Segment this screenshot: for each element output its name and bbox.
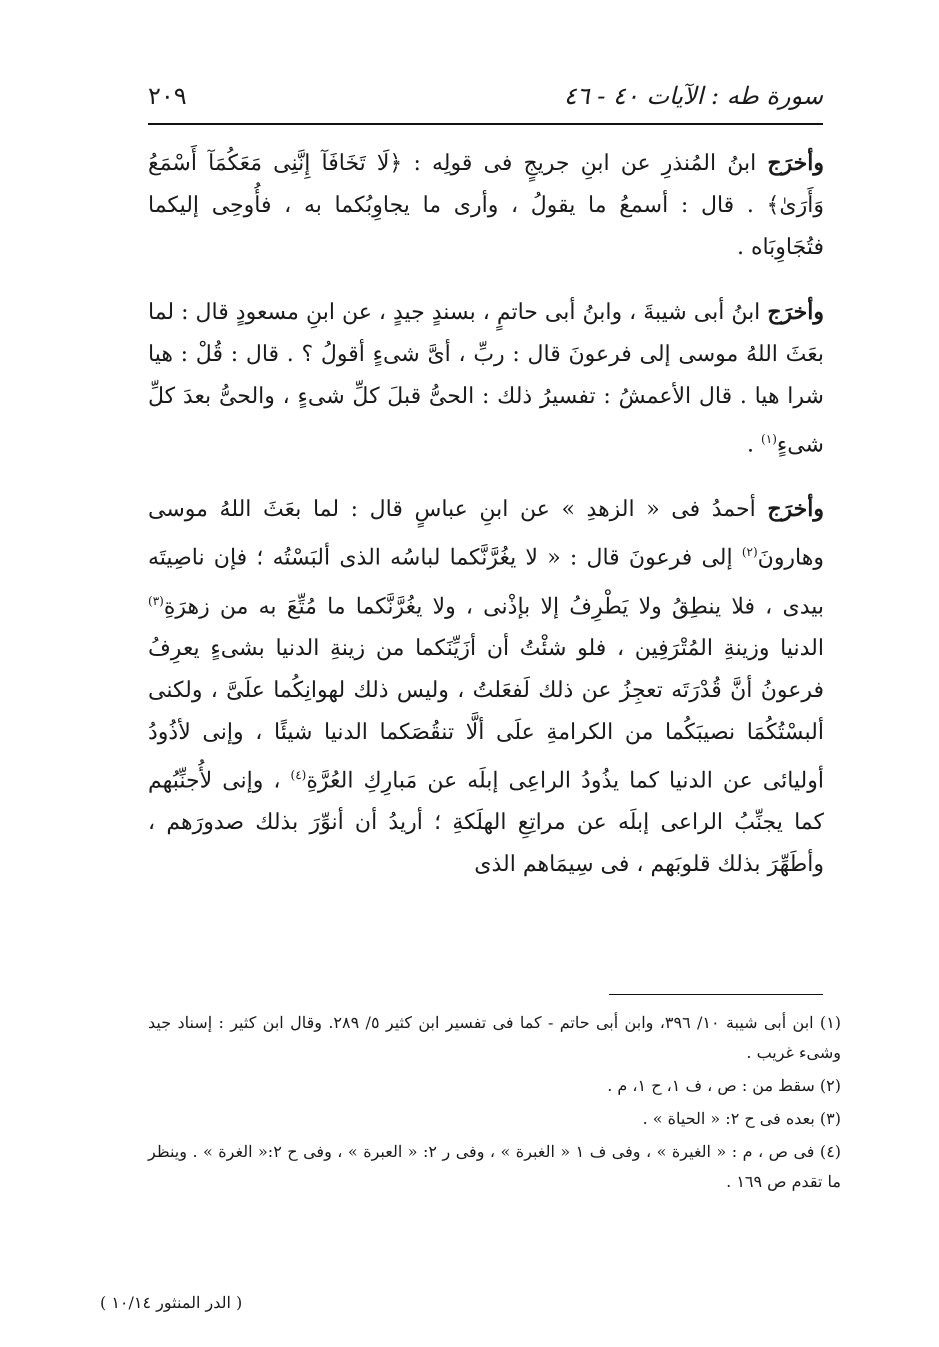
footnote-rule [609, 994, 823, 995]
page-number: ٢٠٩ [148, 82, 187, 110]
footnote-3: (٣) بعده فى ح ٢: « الحياة » . [642, 1109, 841, 1128]
paragraph-text: ، وإنى لأُجنِّبُهم كما يجنِّبُ الراعى إبلَه عن مراتِعِ الهلَكةِ ؛ أريدُ أن أنوِّرَ بذلك صدورَهم ، وأطَهِّرَ بذلك قلوبَهم ، فى سِيمَاهم الذى [148, 768, 824, 878]
paragraph-lead: وأخرَج [767, 496, 824, 523]
header-title: سورة طه : الآيات ٤٠ - ٤٦ [563, 82, 823, 110]
paragraph-tail: . [747, 432, 762, 458]
paragraph-text: ابنُ أبى شيبةَ ، وابنُ أبى حاتمٍ ، بسندٍ جيدٍ ، عن ابنِ مسعودٍ قال : لما بعَثَ اللهُ موسى إلى فرعونَ قال : ربِّ ، أىَّ شىءٍ أقولُ ؟ . قال : قُلْ : هيا شرا هيا . قال الأعمشُ : تفسيرُ ذلك : الحىُّ قبلَ كلِّ شىءٍ ، والحىُّ بعدَ كلِّ شىءٍ [148, 300, 824, 458]
paragraph-1 [148, 142, 824, 269]
footnote-4: (٤) فى ص ، م : « الغيرة » ، وفى ف ١ « الغبرة » ، وفى ر ٢: « العبرة » ، وفى ح ٢:« الغرة » . وينظر ما تقدم ص ١٦٩ . [148, 1142, 842, 1191]
footnote-1: (١) ابن أبى شيبة ١٠/ ٣٩٦، وابن أبى حاتم - كما فى تفسير ابن كثير ٥/ ٢٨٩. وقال ابن كثير : إسناد جيد وشىء غريب . [148, 1013, 842, 1062]
paragraph-3 [148, 488, 824, 886]
main-text [148, 142, 824, 982]
source-reference: ( الدر المنثور ١٠/١٤ ) [100, 1293, 243, 1312]
paragraph-text: أحمدُ فى « الزهدِ » عن ابنِ عباسٍ قال : لما بعَثَ اللهُ موسى وهارونَ [148, 497, 824, 571]
header-rule [148, 123, 823, 125]
paragraph-lead: وأخرَج [767, 299, 824, 325]
running-header [148, 78, 823, 118]
footnote-marker: (٢) [741, 545, 758, 560]
paragraph-text: ابنُ المُنذرِ عن ابنِ جريجٍ فى قولِه : ﴿لَا تَخَافَآ إِنَّنِى مَعَكُمَآ أَسْمَعُ وَأَرَىٰ﴾ . قال : أسمعُ ما يقولُ ، وأرى ما يجاوِبُكما به ، فأُوحِى إليكما فتُجَاوِبَاه . [148, 151, 824, 260]
paragraph-lead: وأخرَج [767, 150, 824, 176]
paragraph-text: إلى فرعونَ قال : « لا يغُرَّنَّكما لباسُه الذى ألبَسْتُه ؛ فإن ناصِيتَه بيدى ، فلا ينطِقُ ولا يَطْرِفُ إلا بإذْنى ، ولا يغُرَّنَّكما ما مُتِّعَ به من زهرَةِ [148, 545, 824, 619]
footnote-marker: (١) [761, 432, 777, 446]
footnote-marker: (٣) [148, 593, 164, 608]
footnote-marker: (٤) [290, 767, 307, 782]
paragraph-2 [148, 291, 824, 466]
footnote-2: (٢) سقط من : ص ، ف ١، ح ١، م . [607, 1076, 841, 1095]
paragraph-text: الدنيا وزينةِ المُتْرَفِين ، فلو شئْتُ أن أزَيِّنَكما من زينةِ الدنيا بشىءٍ يعرِفُ فرعونُ أنَّ قُدْرَتَه تعجِزُ عن ذلك لَفعَلتُ ، وليس ذلك لهوانِكُما علَىَّ ، ولكنى ألبسْتُكُمَا نصيبَكُما من الكرامةِ علَى ألَّا تنقُصَكما الدنيا شيئًا ، وإنى لأذُودُ أوليائى عن الدنيا كما يذُودُ الراعِى إبلَه عن مَبارِكِ العُرَّةِ [148, 635, 824, 794]
footnotes [148, 1008, 841, 1200]
